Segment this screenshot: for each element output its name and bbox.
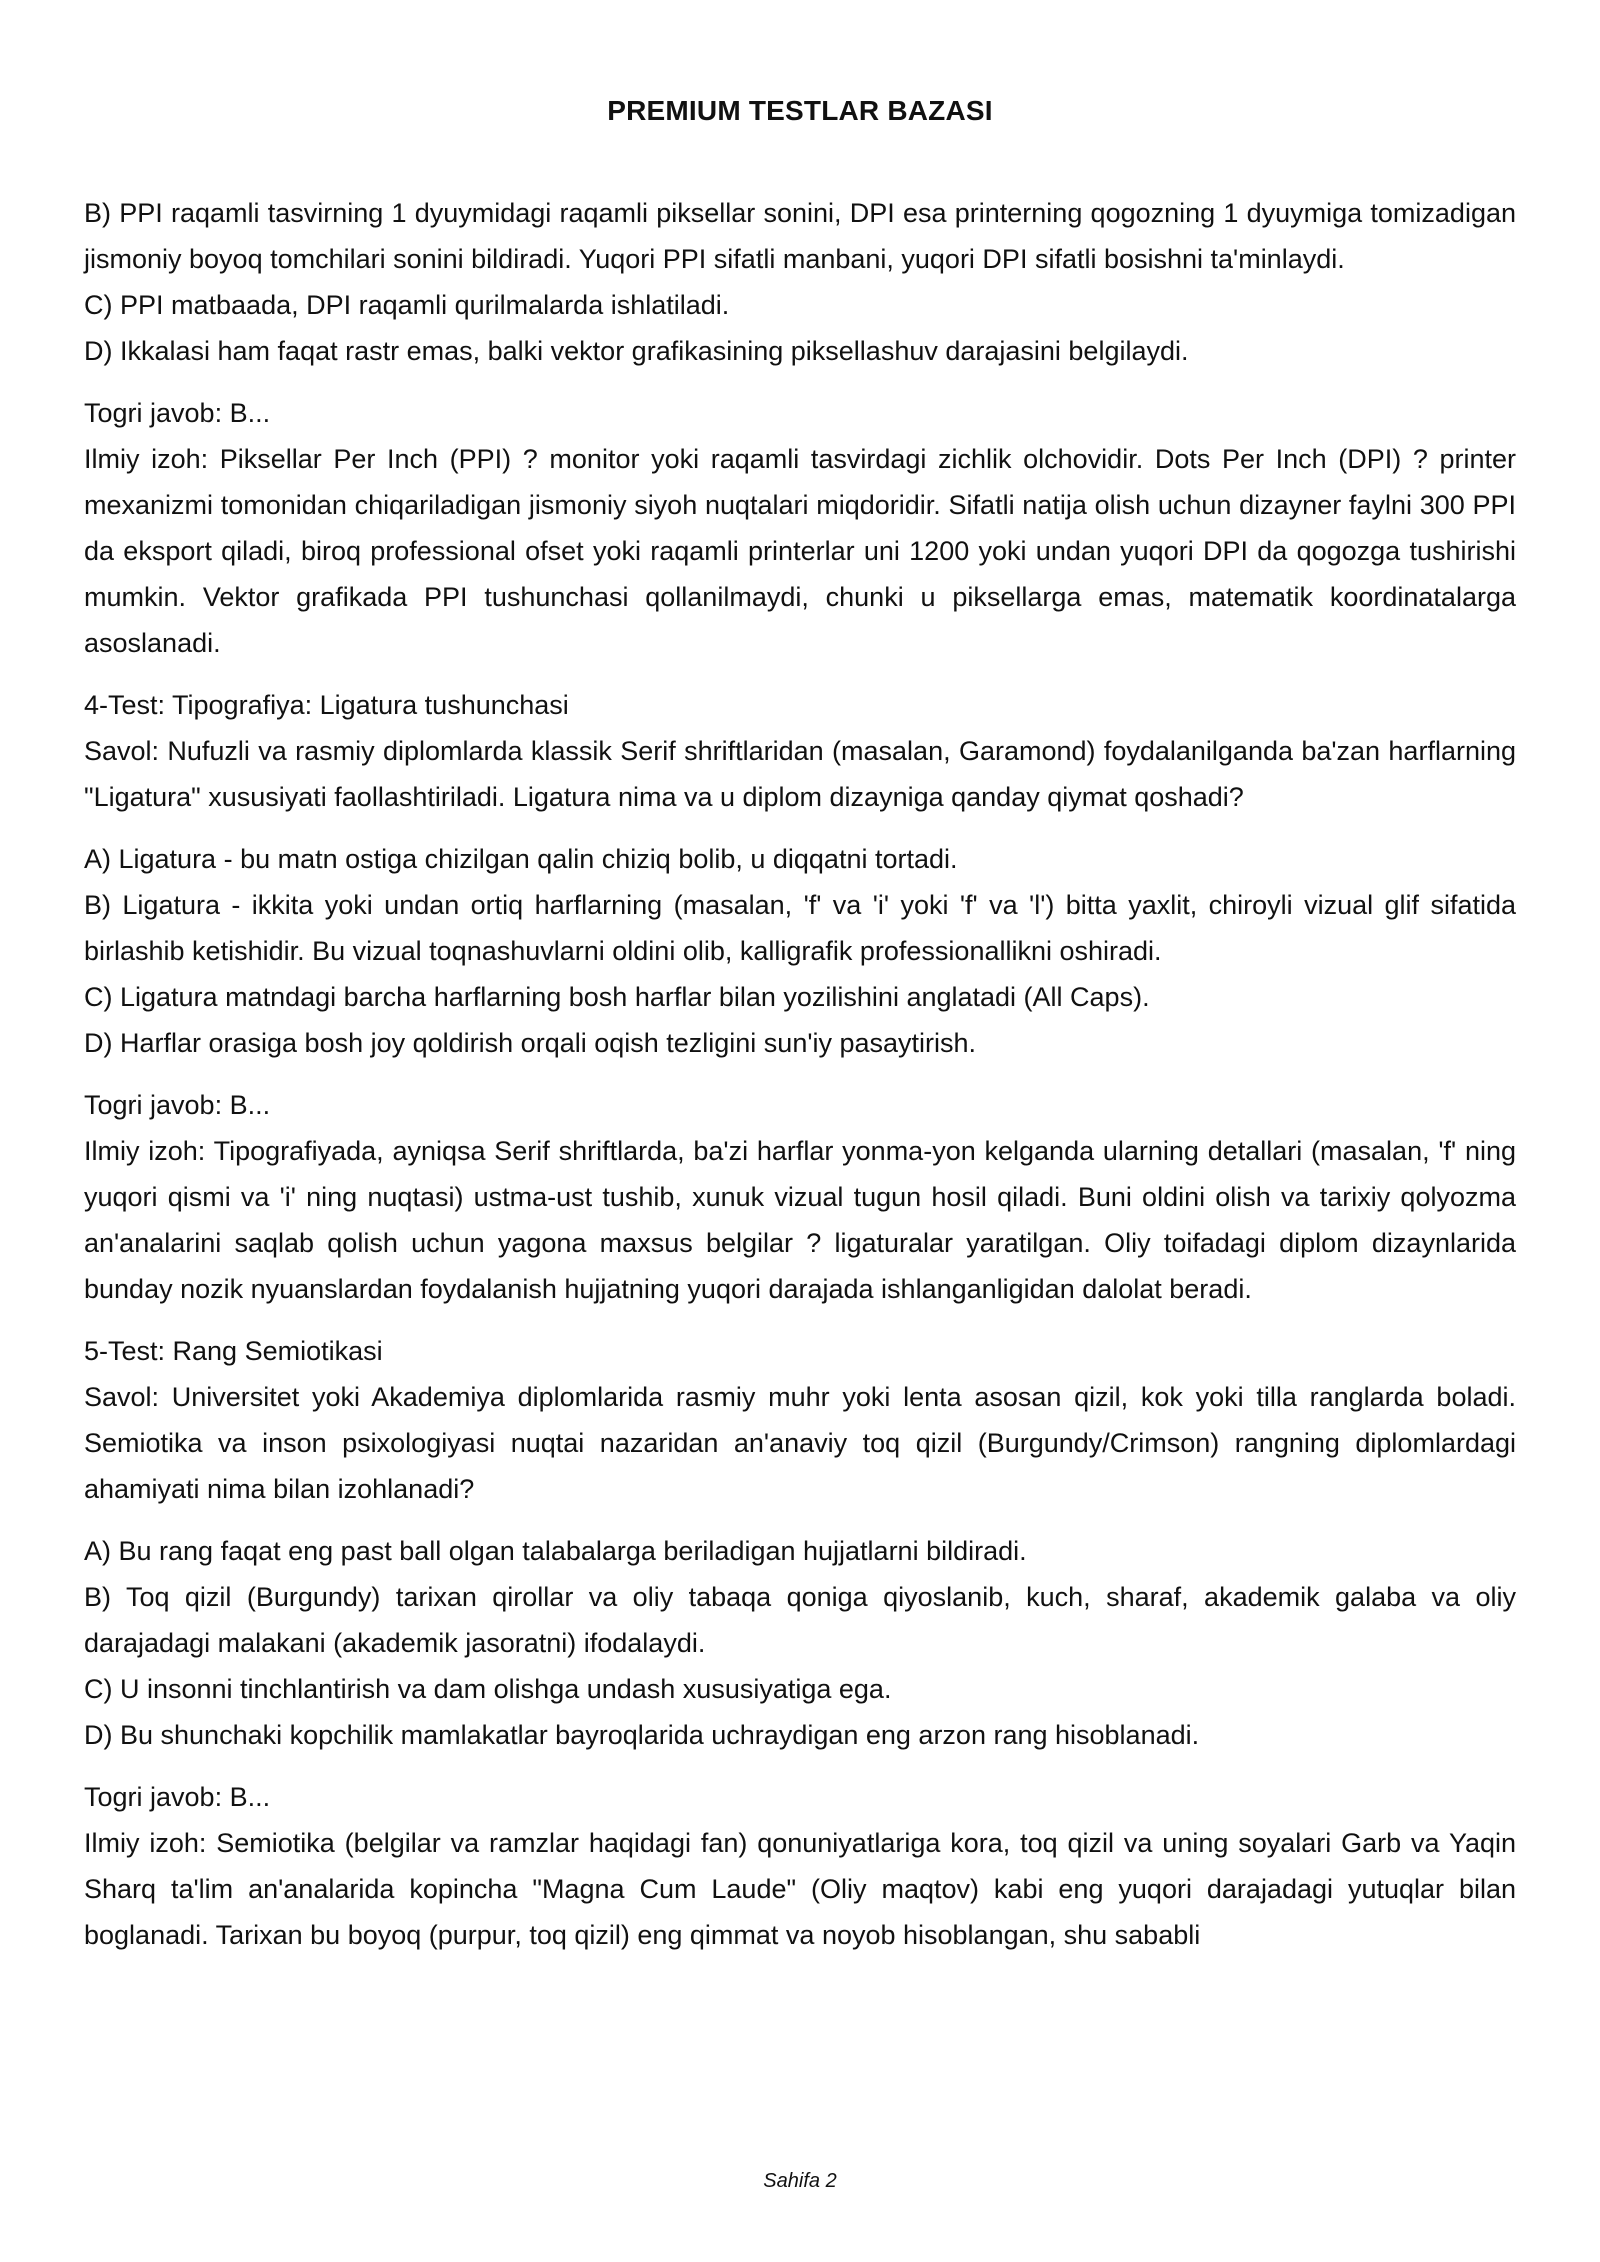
q4-option-b: B) Ligatura - ikkita yoki undan ortiq harflarning (masalan, 'f' va 'i' yoki 'f' va 'l') bitta yaxlit, chiroyli vizual glif sifatida birlashib ketishidir. Bu vizual toqnashuvlarni oldini olib, kalligrafik professionallikni oshiradi.	[84, 890, 1516, 966]
document-body	[84, 190, 1516, 1974]
q3-option-b: B) PPI raqamli tasvirning 1 dyuymidagi raqamli piksellar sonini, DPI esa printerning qogozning 1 dyuymiga tomizadigan jismoniy boyoq tomchilari sonini bildiradi. Yuqori PPI sifatli manbani, yuqori DPI sifatli bosishni ta'minlaydi.	[84, 198, 1516, 274]
q5-option-b: B) Toq qizil (Burgundy) tarixan qirollar va oliy tabaqa qoniga qiyoslanib, kuch, sharaf, akademik galaba va oliy darajadagi malakani (akademik jasoratni) ifodalaydi.	[84, 1582, 1516, 1658]
q4-options-block	[84, 836, 1516, 1066]
page-title: PREMIUM TESTLAR BAZASI	[607, 95, 993, 126]
q5-answer-block	[84, 1774, 1516, 1958]
q4-option-a: A) Ligatura - bu matn ostiga chizilgan qalin chiziq bolib, u diqqatni tortadi.	[84, 844, 958, 874]
q3-option-d: D) Ikkalasi ham faqat rastr emas, balki vektor grafikasining piksellashuv darajasini belgilaydi.	[84, 336, 1189, 366]
q5-heading: 5-Test: Rang Semiotikasi	[84, 1336, 383, 1366]
q5-option-c: C) U insonni tinchlantirish va dam olishga undash xususiyatiga ega.	[84, 1674, 892, 1704]
q3-option-c: C) PPI matbaada, DPI raqamli qurilmalarda ishlatiladi.	[84, 290, 730, 320]
q4-answer-block	[84, 1082, 1516, 1312]
q4-question-block	[84, 682, 1516, 820]
q5-question-block	[84, 1328, 1516, 1512]
q5-options-block	[84, 1528, 1516, 1758]
q4-option-c: C) Ligatura matndagi barcha harflarning bosh harflar bilan yozilishini anglatadi (All Caps).	[84, 982, 1150, 1012]
q4-correct-answer: Togri javob: B...	[84, 1090, 271, 1120]
q3-explanation: Ilmiy izoh: Piksellar Per Inch (PPI) ? monitor yoki raqamli tasvirdagi zichlik olchovidir. Dots Per Inch (DPI) ? printer mexanizmi tomonidan chiqariladigan jismoniy siyoh nuqtalari miqdoridir. Sifatli natija olish uchun dizayner faylni 300 PPI da eksport qiladi, biroq professional ofset yoki raqamli printerlar uni 1200 yoki undan yuqori DPI da qogozga tushirishi mumkin. Vektor grafikada PPI tushunchasi qollanilmaydi, chunki u piksellarga emas, matematik koordinatalarga asoslanadi.	[84, 444, 1516, 658]
q4-option-d: D) Harflar orasiga bosh joy qoldirish orqali oqish tezligini sun'iy pasaytirish.	[84, 1028, 977, 1058]
q3-options-block	[84, 190, 1516, 374]
q5-correct-answer: Togri javob: B...	[84, 1782, 271, 1812]
q4-explanation: Ilmiy izoh: Tipografiyada, ayniqsa Serif shriftlarda, ba'zi harflar yonma-yon kelganda ularning detallari (masalan, 'f' ning yuqori qismi va 'i' ning nuqtasi) ustma-ust tushib, xunuk vizual tugun hosil qiladi. Buni oldini olish va tarixiy qolyozma an'analarini saqlab qolish uchun yagona maxsus belgilar ? ligaturalar yaratilgan. Oliy toifadagi diplom dizaynlarida bunday nozik nyuanslardan foydalanish hujjatning yuqori darajada ishlanganligidan dalolat beradi.	[84, 1136, 1516, 1304]
q5-question-text: Savol: Universitet yoki Akademiya diplomlarida rasmiy muhr yoki lenta asosan qizil, kok yoki tilla ranglarda boladi. Semiotika va inson psixologiyasi nuqtai nazaridan an'anaviy toq qizil (Burgundy/Crimson) rangning diplomlardagi ahamiyati nima bilan izohlanadi?	[84, 1382, 1516, 1504]
q3-answer-block	[84, 390, 1516, 666]
q5-explanation: Ilmiy izoh: Semiotika (belgilar va ramzlar haqidagi fan) qonuniyatlariga kora, toq qizil va uning soyalari Garb va Yaqin Sharq ta'lim an'analarida kopincha "Magna Cum Laude" (Oliy maqtov) kabi eng yuqori darajadagi yutuqlar bilan boglanadi. Tarixan bu boyoq (purpur, toq qizil) eng qimmat va noyob hisoblangan, shu sababli	[84, 1828, 1516, 1950]
q5-option-d: D) Bu shunchaki kopchilik mamlakatlar bayroqlarida uchraydigan eng arzon rang hisoblanadi.	[84, 1720, 1200, 1750]
q4-question-text: Savol: Nufuzli va rasmiy diplomlarda klassik Serif shriftlaridan (masalan, Garamond) foydalanilganda ba'zan harflarning "Ligatura" xususiyati faollashtiriladi. Ligatura nima va u diplom dizayniga qanday qiymat qoshadi?	[84, 736, 1516, 812]
q3-correct-answer: Togri javob: B...	[84, 398, 271, 428]
q5-option-a: A) Bu rang faqat eng past ball olgan talabalarga beriladigan hujjatlarni bildiradi.	[84, 1536, 1027, 1566]
q4-heading: 4-Test: Tipografiya: Ligatura tushunchasi	[84, 690, 569, 720]
page-number: Sahifa 2	[763, 2170, 837, 2192]
